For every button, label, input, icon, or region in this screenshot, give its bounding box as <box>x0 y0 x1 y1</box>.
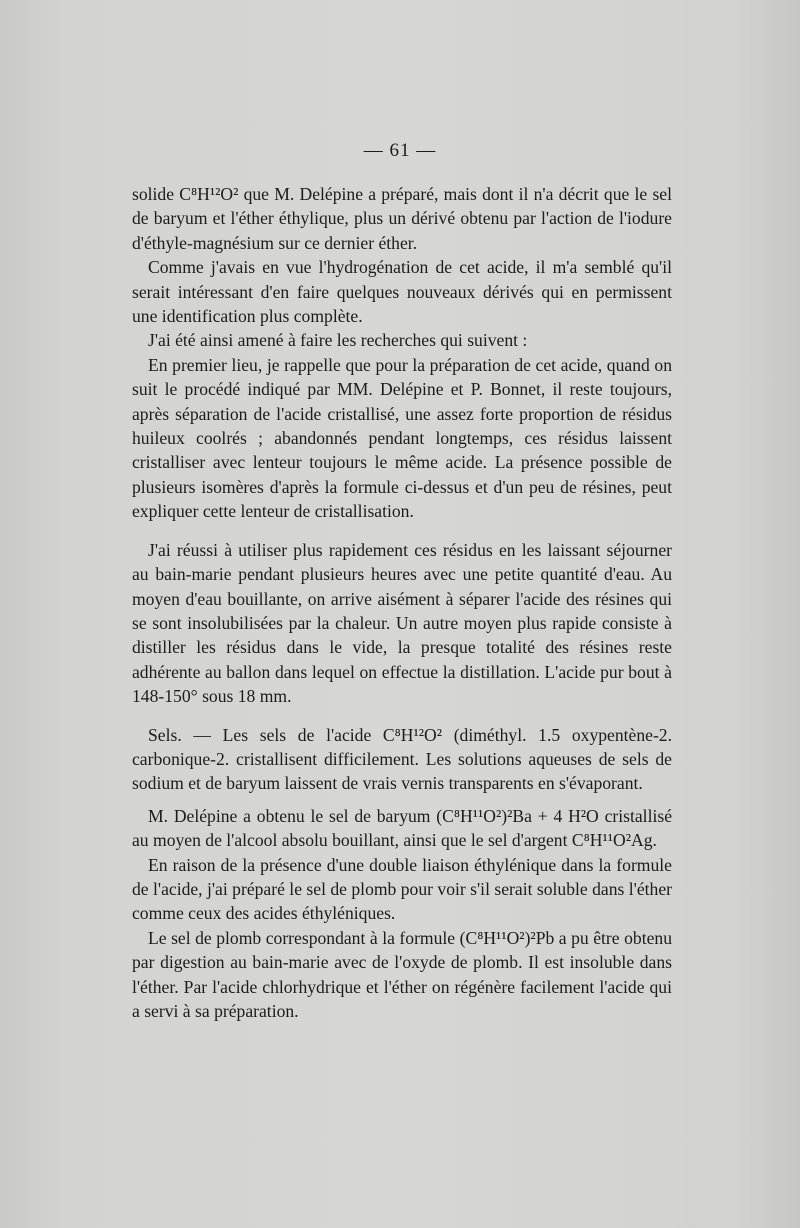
paragraph-9: Le sel de plomb correspondant à la formule (C⁸H¹¹O²)²Pb a pu être obtenu par digestion au bain-marie avec de l'oxyde de plomb. Il est insoluble dans l'éther. Par l'acide chlorhydrique et l'éther on régénère facilement l'acide qui a servi à sa préparation. <box>132 927 672 1021</box>
paragraph-8: En raison de la présence d'une double liaison éthylénique dans la formule de l'acide, j'ai préparé le sel de plomb pour voir s'il serait soluble dans l'éther comme ceux des acides éthyléniques. <box>132 854 672 924</box>
body-text <box>132 182 672 1023</box>
paragraph-6: Sels. — Les sels de l'acide C⁸H¹²O² (diméthyl. 1.5 oxypentène-2. carbonique-2. cristallisent difficilement. Les solutions aqueuses de sels de sodium et de baryum laissent de vrais vernis transparents en s'évaporant. <box>132 724 672 794</box>
page-number: — 61 — <box>363 140 437 161</box>
paragraph-gap <box>132 709 672 723</box>
paragraph-gap <box>132 796 672 804</box>
paragraph-2: Comme j'avais en vue l'hydrogénation de cet acide, il m'a semblé qu'il serait intéressant d'en faire quelques nouveaux dérivés qui en permissent une identification plus complète. <box>132 257 672 327</box>
paragraph-4: En premier lieu, je rappelle que pour la préparation de cet acide, quand on suit le procédé indiqué par MM. Delépine et P. Bonnet, il reste toujours, après séparation de l'acide cristallisé, une assez forte proportion de résidus huileux coolrés ; abandonnés pendant longtemps, ces résidus laissent cristalliser avec lenteur toujours le même acide. La présence possible de plusieurs isomères d'après la formule ci-dessus et d'un peu de résines, peut expliquer cette lenteur de cristallisation. <box>132 354 672 522</box>
paragraph-3: J'ai été ainsi amené à faire les recherches qui suivent : <box>148 330 528 351</box>
paragraph-1: solide C⁸H¹²O² que M. Delépine a préparé, mais dont il n'a décrit que le sel de baryum et l'éther éthylique, plus un dérivé obtenu par l'action de l'iodure d'éthyle-magnésium sur ce dernier éther. <box>132 184 672 253</box>
paragraph-5: J'ai réussi à utiliser plus rapidement ces résidus en les laissant séjourner au bain-marie pendant plusieurs heures avec une petite quantité d'eau. Au moyen d'eau bouillante, on arrive aisément à séparer l'acide des résines qui se sont insolubilisées par la chaleur. Un autre moyen plus rapide consiste à distiller les résidus dans le vide, la presque totalité des résines reste adhérente au ballon dans lequel on effectue la distillation. L'acide pur bout à 148-150° sous 18 mm. <box>132 539 672 707</box>
paragraph-gap <box>132 524 672 538</box>
paragraph-7: M. Delépine a obtenu le sel de baryum (C⁸H¹¹O²)²Ba + 4 H²O cristallisé au moyen de l'alcool absolu bouillant, ainsi que le sel d'argent C⁸H¹¹O²Ag. <box>132 805 672 851</box>
